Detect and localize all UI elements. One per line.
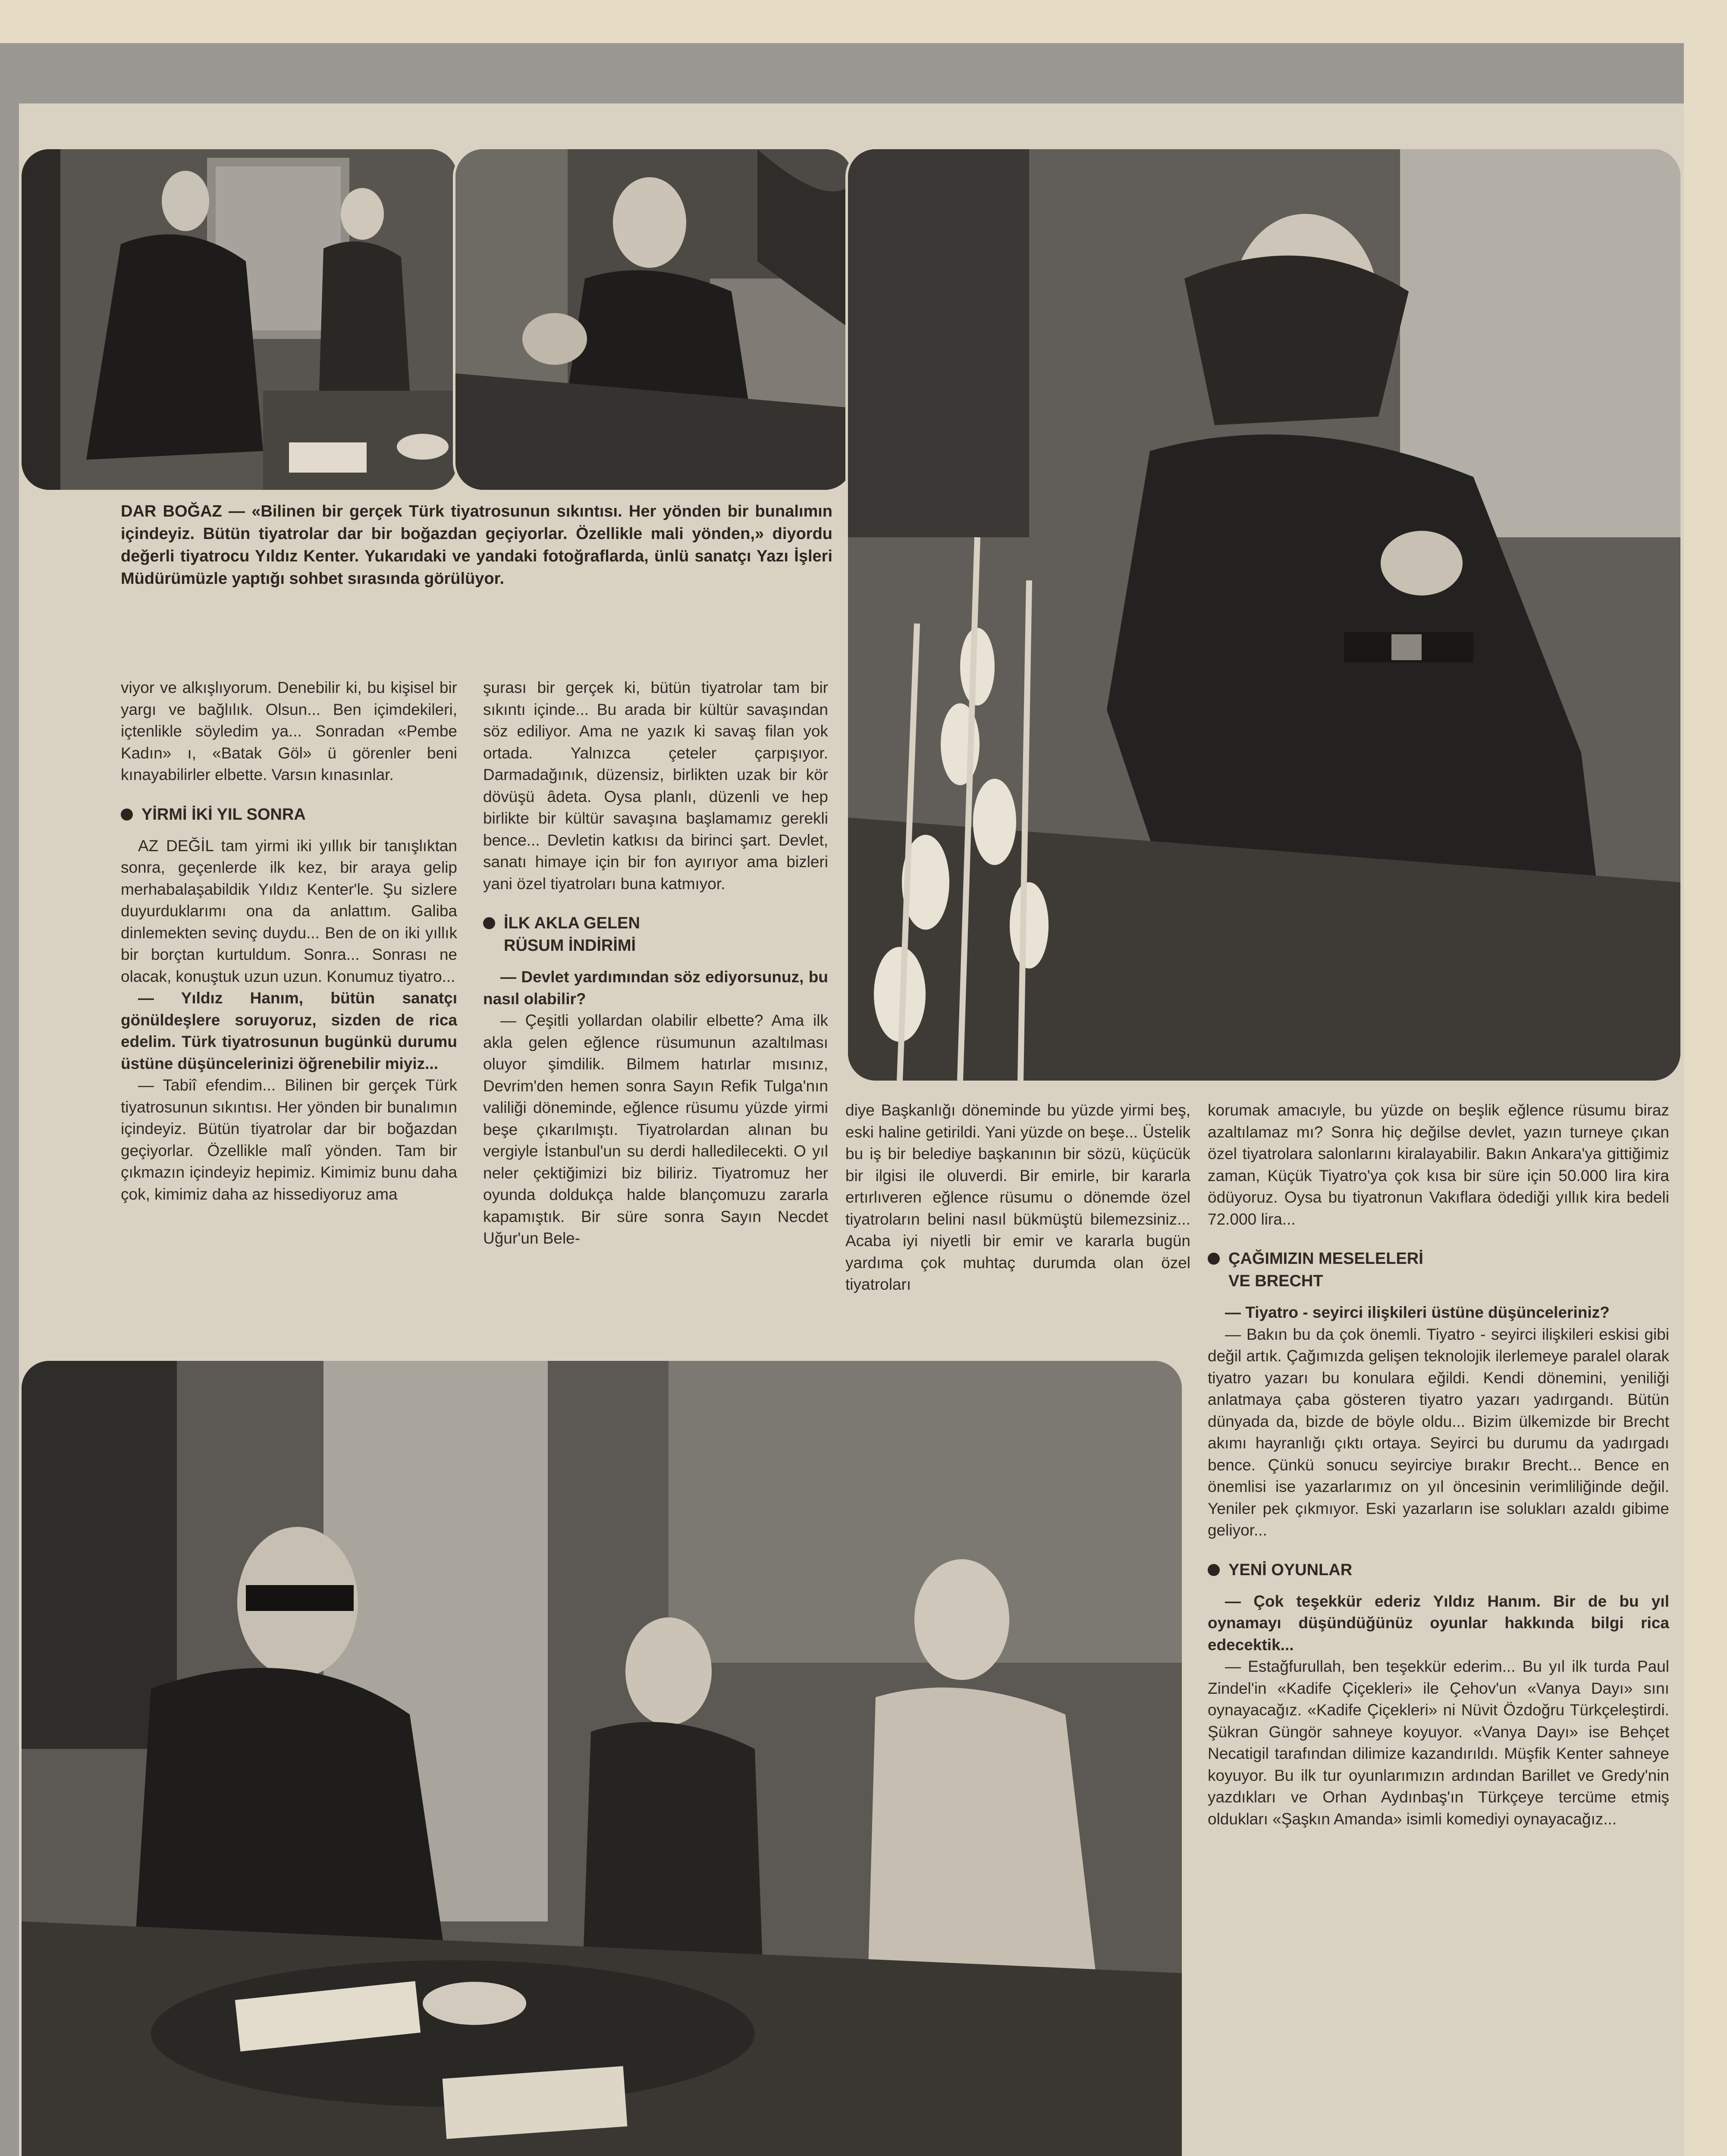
subheading-yeni-oyunlar (1208, 1559, 1669, 1581)
col2-paragraph-1: şurası bir gerçek ki, bütün tiyatrolar tam bir sıkıntı içinde... Bu arada bir kültür savaşından söz ediliyor. Ama ne yazık ki savaş filan yok ortada. Yalnızca çeteler çarpışıyor. Darmadağınık, düzensiz, birlikten uzak bir kör dövüşü âdeta. Oysa planlı, düzenli ve hep birlikte bir kültür savaşına başlamamız gerekli bence... Devletin katkısı da birinci şart. Devlet, sanatı himaye için bir fon ayırıyor ama bizleri yani özel tiyatroları buna katmıyor. (483, 679, 828, 893)
article-column-3 (845, 1100, 1190, 1296)
bullet-icon (121, 808, 133, 821)
col4-question-2: — Çok teşekkür ederiz Yıldız Hanım. Bir de bu yıl oynamayı düşündüğünüz oyunlar hakkında bilgi rica edecektik... (1208, 1592, 1669, 1654)
bullet-icon (483, 917, 495, 929)
photo-interview-wide (19, 147, 460, 492)
photo-actress-gesturing (453, 147, 855, 492)
col4-paragraph-2: — Bakın bu da çok önemli. Tiyatro - seyirci ilişkileri eskisi gibi değil artık. Çağımızda gelişen teknolojik ilerlemeye paralel olarak tiyatro yazarı bu konulara eğildi. Kendi dönemini, yeniliği anlatmaya çaba gösteren tiyatro yazarı yadırgandı. Bütün dünyada da, bizde de böyle oldu... Bizim ülkemizde bir Brecht akımı hayranlığı çıktı ortaya. Seyirci bu durumu da yadırgadı bence. Çünkü sonucu seyirciye bırakır Brecht... Bence en önemlisi ise yazarlarımız on yıl öncesinin verimliliğinde değil. Yeniler pek çıkmıyor. Eski yazarların ise solukları azaldı gibime geliyor... (1208, 1325, 1669, 1539)
subheading-text: YİRMİ İKİ YIL SONRA (141, 805, 306, 824)
col4-paragraph-1: korumak amacıyle, bu yüzde on beşlik eğlence rüsumu biraz azaltılamaz mı? Sonra hiç değilse devlet, yazın turneye çıkan özel tiyatrolara salonlarını kiralayabilir. Bakın Ankara'ya gittiğimiz zaman, Küçük Tiyatro'ya çok kısa bir süre için 50.000 lira kira ödüyoruz. Oysa bu tiyatronun Vakıflara ödediği yıllık kira bedeli 72.000 lira... (1208, 1101, 1669, 1228)
col1-paragraph-3: — Tabiî efendim... Bilinen bir gerçek Türk tiyatrosunun sıkıntısı. Her yönden bir bunalımın içindeyiz. Bütün tiyatrolar dar bir boğazdan geçiyorlar. Özellikle malî yönden. Tam bir çıkmazın içindeyiz hepimiz. Kimimiz bunu daha çok, kimimiz daha az hissediyoruz ama (121, 1076, 457, 1203)
subheading-line-2: VE BRECHT (1228, 1272, 1323, 1290)
bullet-icon (1208, 1253, 1220, 1265)
col4-paragraph-3: — Estağfurullah, ben teşekkür ederim... Bu yıl ilk turda Paul Zindel'in «Kadife Çiçekleri» ile Çehov'un «Vanya Dayı» sını oynayacağız. «Kadife Çiçekleri» ni Nüvit Özdoğru Türkçeleştirdi. Şükran Güngör sahneye koyuyor. «Vanya Dayı» ise Behçet Necatigil tarafından dilimize kazandırıldı. Müşfik Kenter sahneye koyuyor. Bu ilk tur oyunlarımızın ardından Barillet ve Gredy'nin yazdıkları ve Orhan Aydınbaş'ın Türkçeye tercüme etmiş oldukları «Şaşkın Amanda» isimli komediyi oynayacağız... (1208, 1658, 1669, 1828)
col1-question-1: — Yıldız Hanım, bütün sanatçı gönüldeşlere soruyoruz, sizden de rica edelim. Türk tiyatrosunun bugünkü durumu üstüne düşüncelerinizi öğrenebilir miyiz... (121, 989, 457, 1072)
col2-paragraph-2: — Çeşitli yollardan olabilir elbette? Ama ilk akla gelen eğlence rüsumunun azaltılması oluyor şimdilik. Bilmem hatırlar mısınız, Devrim'den hemen sonra Sayın Refik Tulga'nın valiliği döneminde, eğlence rüsumu yüzde yirmi beşe çıkarılmıştı. Tiyatrolardan alınan bu vergiyle İstanbul'un su derdi halledilecekti. O yıl neler çektiğimizi biz biliriz. Tiyatromuz her oyunda doldukça halde blançomuzu zararla kapamıştık. Bir süre sonra Sayın Necdet Uğur'un Bele- (483, 1012, 828, 1247)
article-column-2 (483, 677, 828, 1250)
photo-actress-seated-flowers (845, 147, 1683, 1083)
subheading-line-2: RÜSUM İNDİRİMİ (504, 937, 636, 955)
article-column-4 (1208, 1100, 1669, 1830)
photo-group-conversation (19, 1358, 1184, 2156)
col1-paragraph-1: viyor ve alkışlıyorum. Denebilir ki, bu kişisel bir yargı ve bağlılık. Olsun... Ben içimdekileri, içtenlikle söyledim ya... Sonradan «Pembe Kadın» ı, «Batak Göl» ü görenler beni kınayabilirler elbette. Varsın kınasınlar. (121, 679, 457, 783)
col2-question-1: — Devlet yardımından söz ediyorsunuz, bu nasıl olabilir? (483, 968, 828, 1008)
subheading-line-1: ÇAĞIMIZIN MESELELERİ (1228, 1250, 1423, 1268)
subheading-yirmi-iki-yil (121, 803, 457, 826)
subheading-cagimizin-meseleleri (1208, 1247, 1669, 1292)
caption-text: «Bilinen bir gerçek Türk tiyatrosunun sıkıntısı. Her yönden bir bunalımın içindeyiz. Bütün tiyatrolar dar bir boğazdan geçiyorlar. Özellikle mali yönden,» diyordu değerli tiyatrocu Yıldız Kenter. Yukarıdaki ve yandaki fotoğraflarda, ünlü sanatçı Yazı İşleri Müdürümüzle yaptığı sohbet sırasında görülüyor. (121, 502, 832, 588)
col4-question-1: — Tiyatro - seyirci ilişkileri üstüne düşünceleriniz? (1225, 1304, 1610, 1321)
photo-caption-top (121, 500, 832, 590)
subheading-line-1: İLK AKLA GELEN (504, 914, 640, 932)
article-column-1 (121, 677, 457, 1205)
col3-paragraph-1: diye Başkanlığı döneminde bu yüzde yirmi beş, eski haline getirildi. Yani yüzde on beşe... Üstelik bu iş bir belediye başkanının bir sözü, küçücük bir ilgisi ile oluverdi. Bir emirle, bir kararla ertırlıveren eğlence rüsumu o dönemde özel tiyatroların belini nasıl bükmüştü bilemezsiniz... Acaba iyi niyetli bir emir ve kararla bugün yardıma çok muhtaç durumda olan özel tiyatroları (845, 1101, 1190, 1293)
subheading-rusum-indirimi (483, 912, 828, 957)
caption-lead: DAR BOĞAZ — (121, 502, 245, 520)
subheading-text: YENİ OYUNLAR (1228, 1561, 1353, 1579)
col1-paragraph-2: AZ DEĞİL tam yirmi iki yıllık bir tanışlıktan sonra, geçenlerde ilk kez, bir araya gelip merhabalaşabildik Yıldız Kenter'le. Şu sizlere duyurduklarımı ona da anlattım. Galiba dinlemekten sevinç duydu... Ben de on iki yıllık bir borçtan kurtuldum. Sonra... Sonrası ne olacak, konuştuk uzun uzun. Konumuz tiyatro... (121, 837, 457, 985)
bullet-icon (1208, 1564, 1220, 1576)
